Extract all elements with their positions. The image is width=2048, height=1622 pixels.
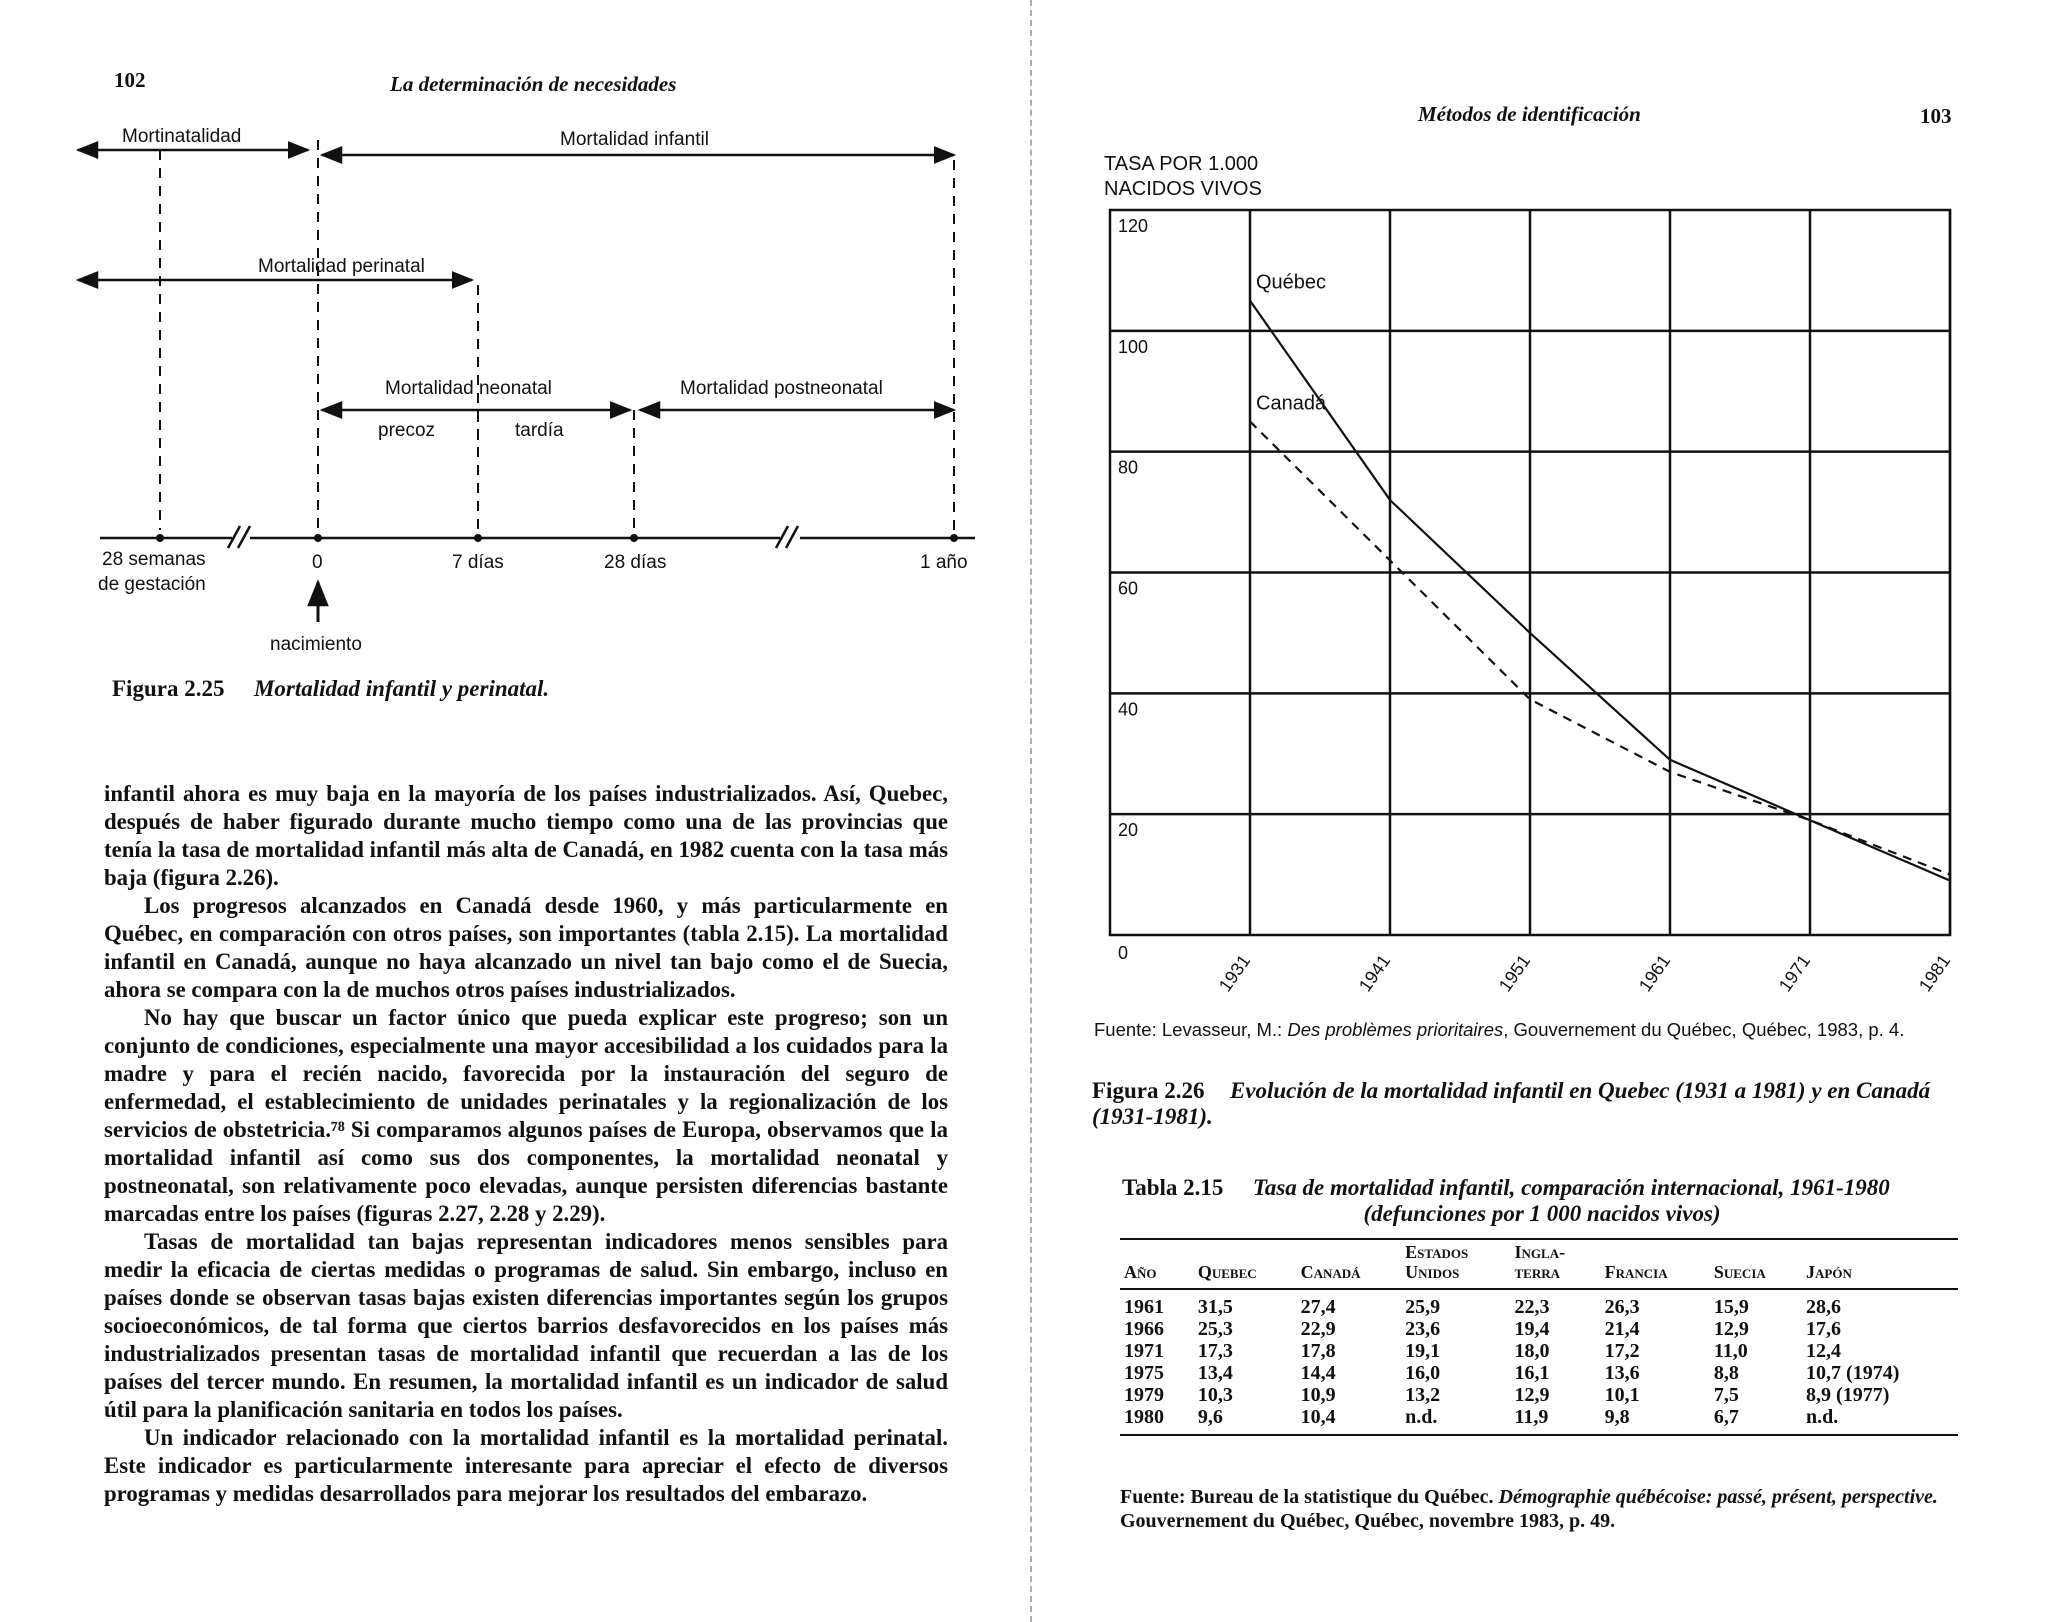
table-cell: 25,9 bbox=[1405, 1296, 1441, 1318]
table-row bbox=[1120, 1362, 1958, 1384]
table-row bbox=[1120, 1340, 1958, 1362]
table-cell: 1966 bbox=[1124, 1318, 1164, 1340]
table-row bbox=[1120, 1406, 1958, 1435]
table-header-text: Canadá bbox=[1300, 1262, 1361, 1282]
table-cell: 11,0 bbox=[1713, 1340, 1748, 1362]
paragraph: Tasas de mortalidad tan bajas representan indicadores menos sensibles para medir la eficacia de ciertas medidas o programas de salud. Sin embargo, incluso en países donde se observan tasas bajas existen diferencias importantes según los grupos socioeconómicos, de tal forma que ciertos barrios desfavorecidos en los países más industrializados presentan tasas de mortalidad infantil que recuerdan a las de los países del tercer mundo. En resumen, la mortalidad infantil es un indicador de salud útil para la planificación sanitaria en todos los países. bbox=[104, 1229, 948, 1422]
table-cell: 27,4 bbox=[1300, 1296, 1336, 1318]
chart-x-ticks bbox=[1215, 951, 1954, 995]
table-cell: 1971 bbox=[1124, 1340, 1164, 1362]
running-head: La determinación de necesidades bbox=[390, 72, 677, 96]
table-body bbox=[1120, 1289, 1958, 1435]
figure-title: Evolución de la mortalidad infantil en Quebec (1931 a 1981) y en Canadá (1931-1981). bbox=[1092, 1078, 1931, 1129]
table-cell: 12,4 bbox=[1806, 1340, 1842, 1362]
chart-ylabel-line: TASA POR 1.000 bbox=[1104, 153, 1259, 175]
table-source-title: Démographie québécoise: passé, présent, perspective. bbox=[1498, 1486, 1938, 1508]
table-row bbox=[1120, 1289, 1958, 1318]
tick-28-semanas bbox=[156, 534, 164, 542]
paragraph: Un indicador relacionado con la mortalidad infantil es la mortalidad perinatal. Este indicador es particularmente interesante para apreciar el efecto de diversos programas y medidas desarrollados para mejorar los resultados del embarazo. bbox=[104, 1425, 948, 1506]
label-mortalidad-neonatal: Mortalidad neonatal bbox=[385, 378, 552, 399]
table-header-cell bbox=[1401, 1239, 1510, 1289]
chart-x-tick-label: 1941 bbox=[1354, 951, 1395, 996]
table-header-cell bbox=[1120, 1239, 1194, 1289]
chart-x-tick-label: 1981 bbox=[1914, 951, 1955, 996]
right-page bbox=[1030, 0, 2048, 1622]
table-cell: 17,8 bbox=[1300, 1340, 1336, 1362]
label-de-gestacion: de gestación bbox=[98, 574, 206, 595]
table-cell: 13,4 bbox=[1197, 1362, 1233, 1384]
table-cell: 13,2 bbox=[1405, 1384, 1441, 1406]
table-row bbox=[1120, 1384, 1958, 1406]
table-cell: 26,3 bbox=[1604, 1296, 1640, 1318]
chart-y-tick-label: 80 bbox=[1118, 457, 1139, 478]
table-header-text: terra bbox=[1514, 1262, 1561, 1282]
table-cell: 11,9 bbox=[1514, 1406, 1549, 1428]
table-cell: 19,4 bbox=[1514, 1318, 1550, 1340]
page-number: 103 bbox=[1920, 104, 1952, 128]
source-title: Des problèmes prioritaires bbox=[1287, 1019, 1504, 1040]
tick-7-dias bbox=[474, 534, 482, 542]
table-cell: 25,3 bbox=[1197, 1318, 1233, 1340]
table-source-suffix: Gouvernement du Québec, Québec, novembre 1983, p. 49. bbox=[1120, 1510, 1616, 1532]
tick-28-dias bbox=[630, 534, 638, 542]
table-cell: 10,9 bbox=[1300, 1384, 1336, 1406]
table-cell: 18,0 bbox=[1514, 1340, 1550, 1362]
paragraph: No hay que buscar un factor único que pueda explicar este progreso; son un conjunto de condiciones, especialmente una mayor accesibilidad a los cuidados para la madre y para el recién nacido, favorecida por la instauración del seguro de enfermedad, el establecimiento de unidades perinatales y la regionalización de los servicios de obstetricia.⁷⁸ Si comparamos algunos países de Europa, observamos que la mortalidad infantil así como sus dos componentes, la mortalidad neonatal y postneonatal, son relativamente poco elevadas, aunque persisten diferencias bastante marcadas entre los países (figuras 2.27, 2.28 y 2.29). bbox=[104, 1005, 948, 1226]
label-precoz: precoz bbox=[378, 420, 436, 441]
table-header-cell bbox=[1297, 1239, 1402, 1289]
label-7-dias: 7 días bbox=[452, 552, 504, 573]
mortality-table bbox=[1120, 1238, 1958, 1436]
chart-y-ticks bbox=[1118, 216, 1148, 963]
table-cell: 8,8 bbox=[1713, 1362, 1739, 1384]
table-header-row bbox=[1120, 1239, 1958, 1289]
table-cell: 12,9 bbox=[1713, 1318, 1749, 1340]
table-cell: 1980 bbox=[1124, 1406, 1164, 1428]
table-cell: 23,6 bbox=[1405, 1318, 1441, 1340]
label-mortalidad-infantil: Mortalidad infantil bbox=[560, 129, 709, 150]
chart-x-tick-label: 1971 bbox=[1774, 951, 1815, 996]
table-cell: 17,6 bbox=[1806, 1318, 1842, 1340]
label-mortalidad-postneonatal: Mortalidad postneonatal bbox=[680, 378, 883, 399]
table-header-text: Unidos bbox=[1405, 1262, 1460, 1282]
chart-series-label: Canadá bbox=[1256, 392, 1327, 415]
chart-y-tick-label: 100 bbox=[1118, 336, 1149, 357]
table-cell: 16,1 bbox=[1514, 1362, 1550, 1384]
chart-x-tick-label: 1931 bbox=[1214, 951, 1255, 996]
table-cell: 17,3 bbox=[1197, 1340, 1233, 1362]
running-head: Métodos de identificación bbox=[1418, 102, 1641, 126]
chart-y-tick-label: 40 bbox=[1118, 699, 1139, 720]
table-header-text: Año bbox=[1124, 1262, 1157, 1282]
label-tardia: tardía bbox=[515, 420, 564, 441]
table-header-cell bbox=[1511, 1239, 1601, 1289]
table-caption bbox=[1122, 1175, 1962, 1227]
label-1-ano: 1 año bbox=[920, 552, 968, 573]
table-source-prefix: Fuente: Bureau de la statistique du Québec. bbox=[1120, 1486, 1499, 1508]
table-title: Tasa de mortalidad infantil, comparación internacional, 1961-1980 bbox=[1252, 1175, 1890, 1200]
table-cell: 12,9 bbox=[1514, 1384, 1550, 1406]
table-header-text: Ingla- bbox=[1514, 1242, 1566, 1262]
figure-caption bbox=[1092, 1078, 1962, 1130]
chart-y-tick-label: 60 bbox=[1118, 578, 1139, 599]
page-number: 102 bbox=[114, 68, 146, 92]
table-cell: 17,2 bbox=[1604, 1340, 1640, 1362]
table-header-cell bbox=[1802, 1239, 1958, 1289]
table-cell: 14,4 bbox=[1300, 1362, 1336, 1384]
chart-series bbox=[1250, 301, 1950, 881]
table-cell: 6,7 bbox=[1713, 1406, 1739, 1428]
table-cell: 22,9 bbox=[1300, 1318, 1336, 1340]
table-cell: 8,9 (1977) bbox=[1806, 1384, 1890, 1406]
infant-mortality-chart bbox=[1030, 0, 2048, 1060]
table-cell: 31,5 bbox=[1197, 1296, 1233, 1318]
table-header-text: Quebec bbox=[1197, 1262, 1257, 1282]
table-cell: 1979 bbox=[1124, 1384, 1164, 1406]
table-cell: 13,6 bbox=[1604, 1362, 1640, 1384]
label-nacimiento: nacimiento bbox=[270, 634, 362, 655]
label-mortinatalidad: Mortinatalidad bbox=[122, 126, 242, 147]
table-cell: 21,4 bbox=[1604, 1318, 1640, 1340]
body-text bbox=[104, 780, 948, 1508]
table-header-cell bbox=[1601, 1239, 1710, 1289]
table-cell: 7,5 bbox=[1713, 1384, 1739, 1406]
chart-y-tick-label: 20 bbox=[1118, 820, 1139, 841]
table-cell: 15,9 bbox=[1713, 1296, 1749, 1318]
chart-y-tick-label: 0 bbox=[1118, 943, 1129, 963]
table-cell: 10,7 (1974) bbox=[1806, 1362, 1900, 1384]
table-header-text: Estados bbox=[1405, 1242, 1469, 1262]
tick-1-ano bbox=[950, 534, 958, 542]
table-label: Tabla 2.15 bbox=[1122, 1175, 1224, 1200]
table-source bbox=[1120, 1485, 1968, 1533]
mortality-timeline-diagram bbox=[0, 0, 1030, 680]
chart-series-labels bbox=[1256, 272, 1327, 415]
table-header-text: Japón bbox=[1806, 1262, 1852, 1282]
table-cell: 10,1 bbox=[1604, 1384, 1640, 1406]
table-header-text: Francia bbox=[1604, 1262, 1668, 1282]
label-mortalidad-perinatal: Mortalidad perinatal bbox=[258, 256, 425, 277]
source-suffix: , Gouvernement du Québec, Québec, 1983, p. 4. bbox=[1503, 1019, 1905, 1040]
table-cell: 1975 bbox=[1124, 1362, 1164, 1384]
figure-label: Figura 2.25 bbox=[112, 676, 225, 701]
figure-source bbox=[1094, 1018, 1974, 1042]
table-header-cell bbox=[1194, 1239, 1297, 1289]
chart-series-line-quebec bbox=[1250, 301, 1950, 881]
chart-x-tick-label: 1951 bbox=[1494, 951, 1535, 996]
chart-series-line-canada bbox=[1250, 421, 1950, 874]
figure-caption bbox=[112, 676, 549, 702]
table-cell: 10,3 bbox=[1197, 1384, 1233, 1406]
label-t0: 0 bbox=[312, 552, 323, 573]
table-cell: 1961 bbox=[1124, 1296, 1164, 1318]
chart-ylabel bbox=[1104, 153, 1262, 200]
table-cell: n.d. bbox=[1405, 1406, 1438, 1428]
table-cell: 9,8 bbox=[1604, 1406, 1630, 1428]
source-prefix: Fuente: Levasseur, M.: bbox=[1094, 1019, 1288, 1040]
chart-y-tick-label: 120 bbox=[1118, 216, 1149, 236]
tick-0 bbox=[314, 534, 322, 542]
table-cell: n.d. bbox=[1806, 1406, 1839, 1428]
label-28-dias: 28 días bbox=[604, 552, 667, 573]
table-cell: 10,4 bbox=[1300, 1406, 1336, 1428]
label-28-semanas: 28 semanas bbox=[102, 549, 206, 570]
table-row bbox=[1120, 1318, 1958, 1340]
chart-ylabel-line: NACIDOS VIVOS bbox=[1104, 178, 1262, 200]
figure-label: Figura 2.26 bbox=[1092, 1078, 1205, 1103]
paragraph: infantil ahora es muy baja en la mayoría de los países industrializados. Así, Quebec, después de haber figurado durante mucho tiempo como una de las provincias que tenía la tasa de mortalidad infantil más alta de Canadá, en 1982 cuenta con la tasa más baja (figura 2.26). bbox=[104, 781, 948, 890]
table-header-cell bbox=[1710, 1239, 1802, 1289]
chart-x-tick-label: 1961 bbox=[1634, 951, 1675, 996]
table-cell: 19,1 bbox=[1405, 1340, 1441, 1362]
table-cell: 9,6 bbox=[1197, 1406, 1223, 1428]
chart-series-label: Québec bbox=[1256, 271, 1327, 294]
figure-title: Mortalidad infantil y perinatal. bbox=[253, 676, 550, 701]
table-cell: 16,0 bbox=[1405, 1362, 1441, 1384]
table-cell: 22,3 bbox=[1514, 1296, 1550, 1318]
table-cell: 28,6 bbox=[1806, 1296, 1842, 1318]
table-subtitle: (defunciones por 1 000 nacidos vivos) bbox=[1363, 1201, 1721, 1226]
table-header-text: Suecia bbox=[1713, 1262, 1766, 1282]
paragraph: Los progresos alcanzados en Canadá desde 1960, y más particularmente en Québec, en comparación con otros países, son importantes (tabla 2.15). La mortalidad infantil en Canadá, aunque no haya alcanzado un nivel tan bajo como el de Suecia, ahora se compara con la de muchos otros países industrializados. bbox=[104, 893, 948, 1002]
